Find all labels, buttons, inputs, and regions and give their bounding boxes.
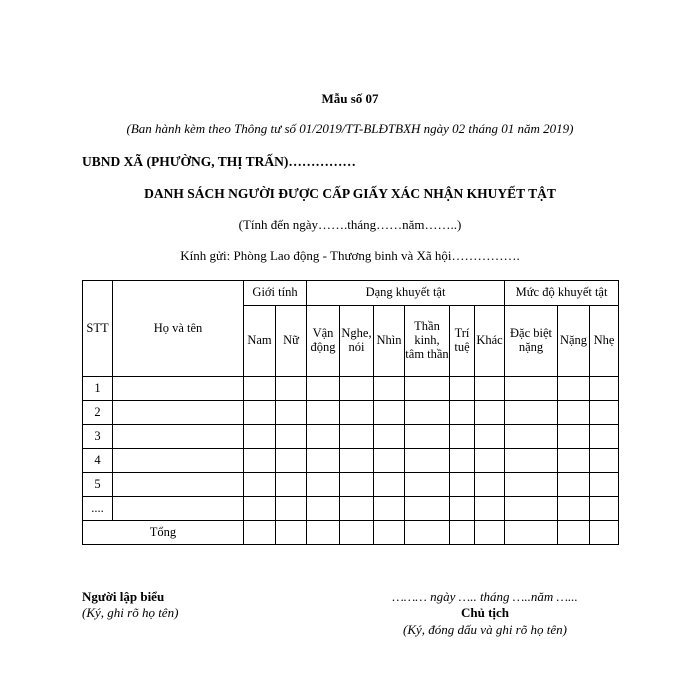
header-mild: Nhẹ [590, 306, 619, 377]
table-cell [276, 449, 307, 473]
table-cell [405, 449, 450, 473]
row-number: 3 [83, 425, 113, 449]
table-cell [374, 521, 405, 545]
name-cell [113, 425, 244, 449]
issued-note: (Ban hành kèm theo Thông tư số 01/2019/TT-BLĐTBXH ngày 02 tháng 01 năm 2019) [126, 121, 574, 136]
table-row [83, 425, 619, 449]
table-cell [244, 521, 276, 545]
row-number: .... [83, 497, 113, 521]
table-cell [475, 497, 505, 521]
table-cell [244, 473, 276, 497]
table-cell [244, 449, 276, 473]
header-motor: Vận động [307, 306, 340, 377]
header-vision: Nhìn [374, 306, 405, 377]
header-very-severe: Đặc biệt nặng [505, 306, 558, 377]
chairman-note: (Ký, đóng dấu và ghi rõ họ tên) [403, 622, 567, 637]
recipient-line: Kính gửi: Phòng Lao động - Thương binh và Xã hội……………. [180, 248, 520, 263]
table-cell [374, 377, 405, 401]
table-cell [405, 473, 450, 497]
row-number: 4 [83, 449, 113, 473]
table-cell [374, 425, 405, 449]
row-number: 1 [83, 377, 113, 401]
table-cell [340, 473, 374, 497]
name-cell [113, 401, 244, 425]
table-cell [405, 401, 450, 425]
header-intellectual: Trí tuệ [450, 306, 475, 377]
table-cell [558, 377, 590, 401]
disability-list-table [82, 280, 619, 545]
table-cell [374, 473, 405, 497]
table-cell [450, 449, 475, 473]
table-cell [558, 401, 590, 425]
table-cell [307, 401, 340, 425]
table-cell [505, 449, 558, 473]
name-cell [113, 497, 244, 521]
table-cell [276, 497, 307, 521]
table-cell [307, 449, 340, 473]
table-cell [558, 449, 590, 473]
header-gender: Giới tính [244, 281, 307, 306]
table-cell [558, 425, 590, 449]
header-severe: Nặng [558, 306, 590, 377]
table-row [83, 473, 619, 497]
table-cell [405, 497, 450, 521]
document-title: DANH SÁCH NGƯỜI ĐƯỢC CẤP GIẤY XÁC NHẬN KHUYẾT TẬT [144, 186, 556, 201]
table-cell [244, 425, 276, 449]
table-row [83, 401, 619, 425]
table-cell [450, 521, 475, 545]
header-male: Nam [244, 306, 276, 377]
table-cell [340, 425, 374, 449]
table-cell [590, 449, 619, 473]
table-cell [505, 401, 558, 425]
table-cell [405, 521, 450, 545]
table-cell [340, 449, 374, 473]
header-disability-level: Mức độ khuyết tật [505, 281, 619, 306]
commune-header: UBND XÃ (PHƯỜNG, THỊ TRẤN)…………… [82, 154, 356, 169]
table-cell [505, 473, 558, 497]
table-cell [505, 377, 558, 401]
table-cell [590, 401, 619, 425]
name-cell [113, 449, 244, 473]
total-row [83, 521, 619, 545]
table-cell [505, 521, 558, 545]
table-row [83, 449, 619, 473]
table-cell [558, 521, 590, 545]
table-cell [590, 425, 619, 449]
table-cell [450, 425, 475, 449]
table-cell [475, 521, 505, 545]
table-cell [276, 521, 307, 545]
table-cell [590, 521, 619, 545]
table-cell [307, 497, 340, 521]
table-cell [475, 425, 505, 449]
table-cell [340, 521, 374, 545]
header-full-name: Họ và tên [113, 281, 244, 377]
table-cell [340, 377, 374, 401]
table-cell [244, 377, 276, 401]
table-cell [307, 473, 340, 497]
table-cell [558, 497, 590, 521]
table-cell [244, 401, 276, 425]
table-cell [450, 377, 475, 401]
name-cell [113, 473, 244, 497]
row-number: 2 [83, 401, 113, 425]
table-cell [340, 497, 374, 521]
table-cell [244, 497, 276, 521]
header-other: Khác [475, 306, 505, 377]
header-disability-type: Dạng khuyết tật [307, 281, 505, 306]
preparer-note: (Ký, ghi rõ họ tên) [82, 605, 179, 620]
table-cell [590, 473, 619, 497]
table-cell [475, 473, 505, 497]
form-number: Mẫu số 07 [321, 91, 379, 106]
table-cell [276, 473, 307, 497]
table-cell [505, 497, 558, 521]
table-cell [405, 425, 450, 449]
table-cell [374, 401, 405, 425]
table-cell [307, 377, 340, 401]
table-cell [374, 497, 405, 521]
table-cell [450, 473, 475, 497]
date-line: ……… ngày ….. tháng …..năm …... [392, 589, 578, 604]
table-cell [558, 473, 590, 497]
header-mental: Thần kinh, tâm thần [405, 306, 450, 377]
table-cell [590, 377, 619, 401]
table-row [83, 377, 619, 401]
table-cell [276, 377, 307, 401]
row-number: 5 [83, 473, 113, 497]
table-cell [450, 497, 475, 521]
header-hearing-speech: Nghe, nói [340, 306, 374, 377]
table-cell [276, 425, 307, 449]
table-cell [475, 377, 505, 401]
table-cell [475, 401, 505, 425]
total-label: Tổng [83, 521, 244, 545]
table-cell [374, 449, 405, 473]
table-cell [590, 497, 619, 521]
table-cell [276, 401, 307, 425]
table-cell [450, 401, 475, 425]
table-cell [307, 521, 340, 545]
as-of-date-line: (Tính đến ngày…….tháng……năm……..) [238, 217, 462, 232]
table-cell [505, 425, 558, 449]
preparer-title: Người lập biểu [82, 589, 165, 604]
table-cell [405, 377, 450, 401]
table-cell [307, 425, 340, 449]
table-cell [340, 401, 374, 425]
header-female: Nữ [276, 306, 307, 377]
table-row [83, 497, 619, 521]
header-stt: STT [83, 281, 113, 377]
chairman-title: Chủ tịch [460, 605, 510, 620]
name-cell [113, 377, 244, 401]
table-cell [475, 449, 505, 473]
